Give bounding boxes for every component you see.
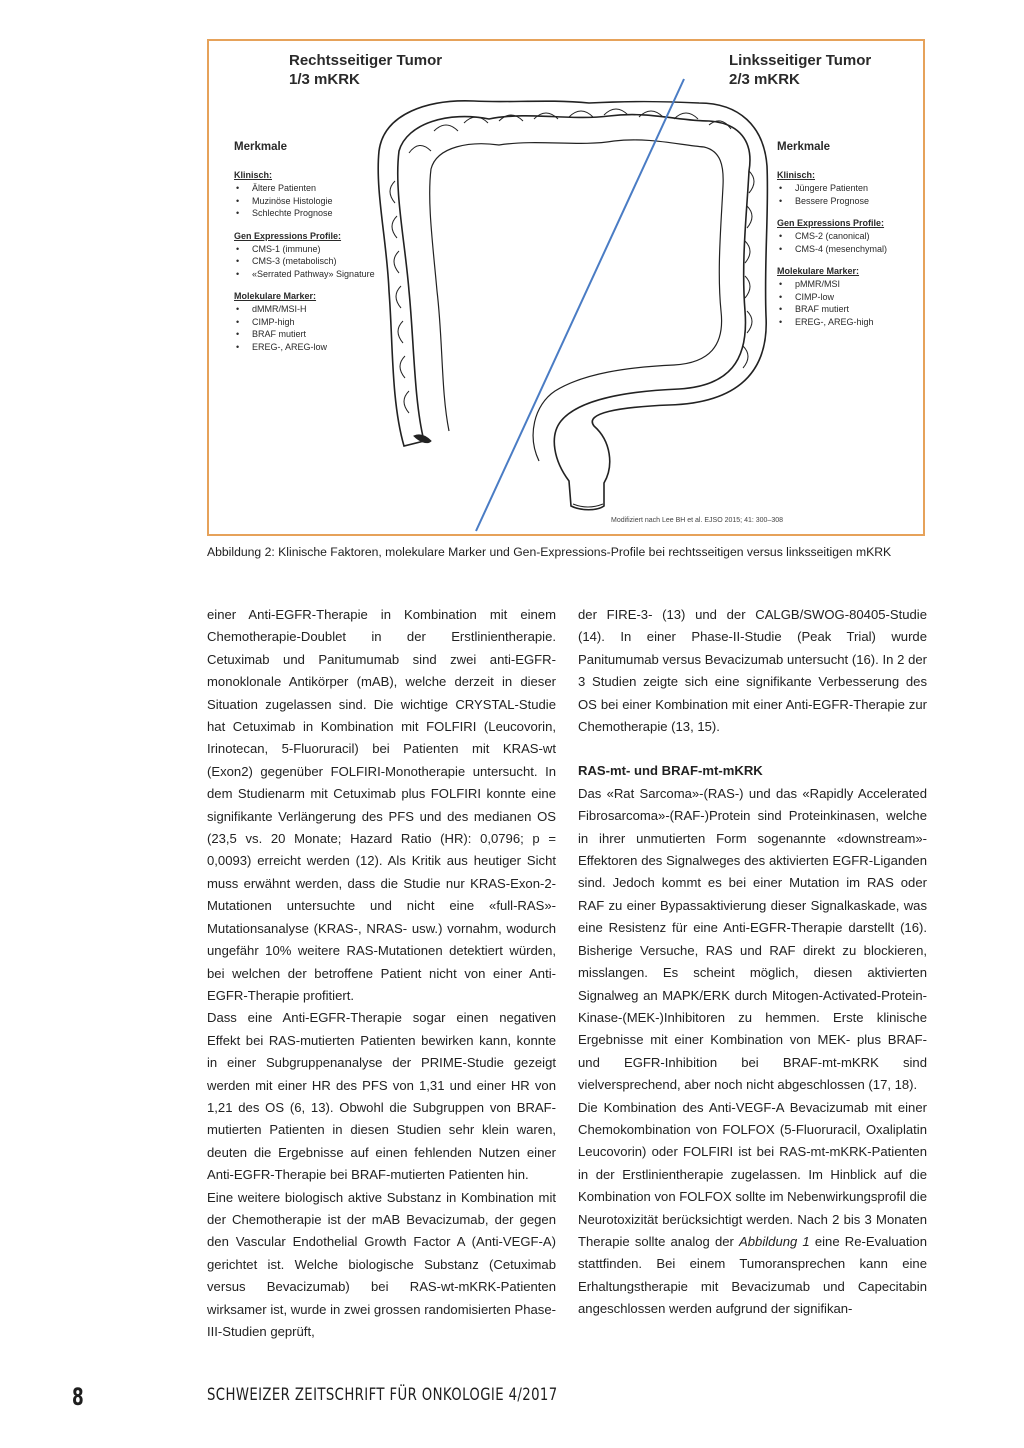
list-item: • EREG-, AREG-high bbox=[777, 316, 927, 329]
panel-heading: Merkmale bbox=[234, 141, 288, 153]
feature-group: Klinisch: • Ältere Patienten • Muzinöse Histologie • Schlechte Prognose bbox=[234, 169, 394, 220]
list-item: • CMS-1 (immune) bbox=[234, 243, 394, 256]
panel-heading: Merkmale bbox=[777, 141, 831, 153]
list-item: • BRAF mutiert bbox=[234, 328, 394, 341]
list-item: • Ältere Patienten bbox=[234, 182, 394, 195]
section-heading: RAS-mt- und BRAF-mt-mKRK bbox=[578, 763, 763, 779]
list-item: • «Serrated Pathway» Signature bbox=[234, 268, 394, 281]
left-column bbox=[207, 604, 556, 1343]
paragraph bbox=[578, 1097, 927, 1321]
left-features-panel bbox=[234, 141, 394, 353]
paragraph-text: eine Re-Evaluation stattfinden. Bei einem Tumoransprechen kann eine Erhaltungstherapie mit Bevacizumab und Capecitabin angeschlossen werden aufgrund der signifikan- bbox=[578, 1233, 927, 1317]
right-features-panel bbox=[777, 141, 927, 328]
paragraph: der FIRE-3- (13) und der CALGB/SWOG-80405-Studie (14). In einer Phase-II-Studie (Peak Trial) wurde Panitumumab versus Bevacizumab untersucht (16). In 2 der 3 Studien zeigte sich eine signifikante Verbesserung des OS bei einer Kombination mit einer Anti-EGFR-Therapie zur Chemotherapie (13, 15). bbox=[578, 607, 927, 735]
paragraph: Eine weitere biologisch aktive Substanz in Kombination mit der Chemotherapie ist der mAB Bevacizumab, der gegen den Vascular Endothelial Growth Factor A (Anti-VEGF-A) gerichtet ist. Welche biologische Substanz (Cetuximab versus Bevacizumab) bei RAS-wt-mKRK-Patienten wirksamer ist, wurde in zwei grossen randomisierten Phase-III-Studien geprüft, bbox=[207, 1189, 556, 1339]
colon-inner-wall bbox=[430, 140, 723, 461]
title-right-sided-tumor: Rechtsseitiger Tumor 1/3 mKRK bbox=[289, 52, 443, 88]
figure-source: Modifiziert nach Lee BH et al. EJSO 2015; 41: 300–308 bbox=[611, 517, 783, 524]
list-item: • pMMR/MSI bbox=[777, 278, 927, 291]
feature-group: Gen Expressions Profile: • CMS-2 (canonical) • CMS-4 (mesenchymal) bbox=[777, 217, 927, 255]
list-item: • EREG-, AREG-low bbox=[234, 341, 394, 354]
paragraph: Dass eine Anti-EGFR-Therapie sogar einen negativen Effekt bei RAS-mutierten Patienten bewirken kann, konnte in einer Subgruppenanalyse der PRIME-Studie gezeigt werden mit einer HR des PFS von 1,31 und einer HR von 1,21 des OS (6, 13). Obwohl die Subgruppen von BRAF-mutierten Patienten in diesen Studien sehr klein waren, deuten die Ergebnisse auf einen fehlenden Nutzen einer Anti-EGFR-Therapie bei BRAF-mutierten Patienten hin. bbox=[207, 1010, 556, 1183]
list-item: • dMMR/MSI-H bbox=[234, 303, 394, 316]
feature-group: Gen Expressions Profile: • CMS-1 (immune) • CMS-3 (metabolisch) • «Serrated Pathway» Signature bbox=[234, 230, 394, 281]
colon-outer-wall bbox=[378, 101, 767, 510]
list-item: • CIMP-low bbox=[777, 291, 927, 304]
list-item: • CMS-4 (mesenchymal) bbox=[777, 243, 927, 256]
title-left-sided-tumor: Linksseitiger Tumor 2/3 mKRK bbox=[729, 52, 872, 88]
list-item: • CMS-3 (metabolisch) bbox=[234, 255, 394, 268]
list-item: • CMS-2 (canonical) bbox=[777, 230, 927, 243]
list-item: • Muzinöse Histologie bbox=[234, 195, 394, 208]
appendix bbox=[414, 435, 431, 443]
journal-name: SCHWEIZER ZEITSCHRIFT FÜR ONKOLOGIE 4/2017 bbox=[207, 1385, 558, 1405]
list-item: • Schlechte Prognose bbox=[234, 207, 394, 220]
list-item: • CIMP-high bbox=[234, 316, 394, 329]
list-item: • BRAF mutiert bbox=[777, 303, 927, 316]
list-item: • Jüngere Patienten bbox=[777, 182, 927, 195]
paragraph: einer Anti-EGFR-Therapie in Kombination mit einem Chemotherapie-Doublet in der Erstlinientherapie. Cetuximab und Panitumumab sind zwei anti-EGFR-monoklonale Antikörper (mAB), welche derzeit in dieser Situation zugelassen sind. Die wichtige CRYSTAL-Studie hat Cetuximab in Kombination mit FOLFIRI (Leucovorin, Irinotecan, 5-Fluoruracil) bei Patienten mit KRAS-wt (Exon2) gegenüber FOLFIRI-Monotherapie untersucht. In dem Studienarm mit Cetuximab plus FOLFIRI konnte eine signifikante Verlängerung des PFS und des medianen OS (23,5 vs. 20 Monate; Hazard Ratio (HR): 0,0796; p = 0,0093) erreicht werden (12). Als Kritik aus heutiger Sicht muss erwähnt werden, dass die Studie nur KRAS-Exon-2-Mutationen untersuchte und nicht eine «full-RAS»-Mutationsanalyse (KRAS-, NRAS- usw.) vornahm, wodurch ungefähr 10% weitere RAS-Mutationen detektiert würden, bei welchen der betroffene Patient nicht von einer Anti-EGFR-Therapie profitiert. bbox=[207, 607, 556, 1003]
page-number: 8 bbox=[72, 1383, 84, 1411]
list-item: • Bessere Prognose bbox=[777, 195, 927, 208]
divider-line bbox=[476, 79, 684, 531]
feature-group: Molekulare Marker: • pMMR/MSI • CIMP-low • BRAF mutiert • EREG-, AREG-high bbox=[777, 265, 927, 328]
feature-group: Klinisch: • Jüngere Patienten • Bessere Prognose bbox=[777, 169, 927, 207]
paragraph: Das «Rat Sarcoma»-(RAS-) und das «Rapidly Accelerated Fibrosarcoma»-(RAF-)Protein sind Proteinkinasen, welche in ihrer unmutierten Form sogenannte «downstream»-Effektoren des Signalweges des aktivierten EGFR-Liganden sind. Jedoch kommt es bei einer Mutation im RAS oder RAF zu einer Bypassaktivierung dieser Signalkaskade, was eine Resistenz für eine Anti-EGFR-Therapie darstellt (16). Bisherige Versuche, RAS und RAF direkt zu blockieren, misslangen. Es scheint möglich, diesen aktivierten Signalweg an MAPK/ERK durch Mitogen-Activated-Protein-Kinase-(MEK-)Inhibitoren zu hemmen. Erste klinische Ergebnisse mit einer Kombination von MEK- plus BRAF- und EGFR-Inhibition bei BRAF-mt-mKRK sind vielversprechend, aber noch nicht abgeschlossen (17, 18). bbox=[578, 785, 927, 1093]
right-column bbox=[578, 604, 927, 1321]
figure bbox=[207, 39, 925, 536]
paragraph-text: Die Kombination des Anti-VEGF-A Bevacizumab mit einer Chemokombination von FOLFOX (5-Fluoruracil, Oxaliplatin Leucovorin) oder FOLFIRI ist bei RAS-mt-mKRK-Patienten in der Erstlinientherapie zugelassen. Im Hinblick auf die Kombination von FOLFOX sollte im Nebenwirkungsprofil die Neurotoxizität berücksichtigt werden. Nach 2 bis 3 Monaten Therapie sollte analog der bbox=[578, 1099, 927, 1249]
feature-group: Molekulare Marker: • dMMR/MSI-H • CIMP-high • BRAF mutiert • EREG-, AREG-low bbox=[234, 290, 394, 353]
figure-reference: Abbildung 1 bbox=[739, 1233, 810, 1249]
figure-caption: Abbildung 2: Klinische Faktoren, molekulare Marker und Gen-Expressions-Profile bei rechtsseitigen versus linksseitigen mKRK bbox=[207, 545, 892, 559]
